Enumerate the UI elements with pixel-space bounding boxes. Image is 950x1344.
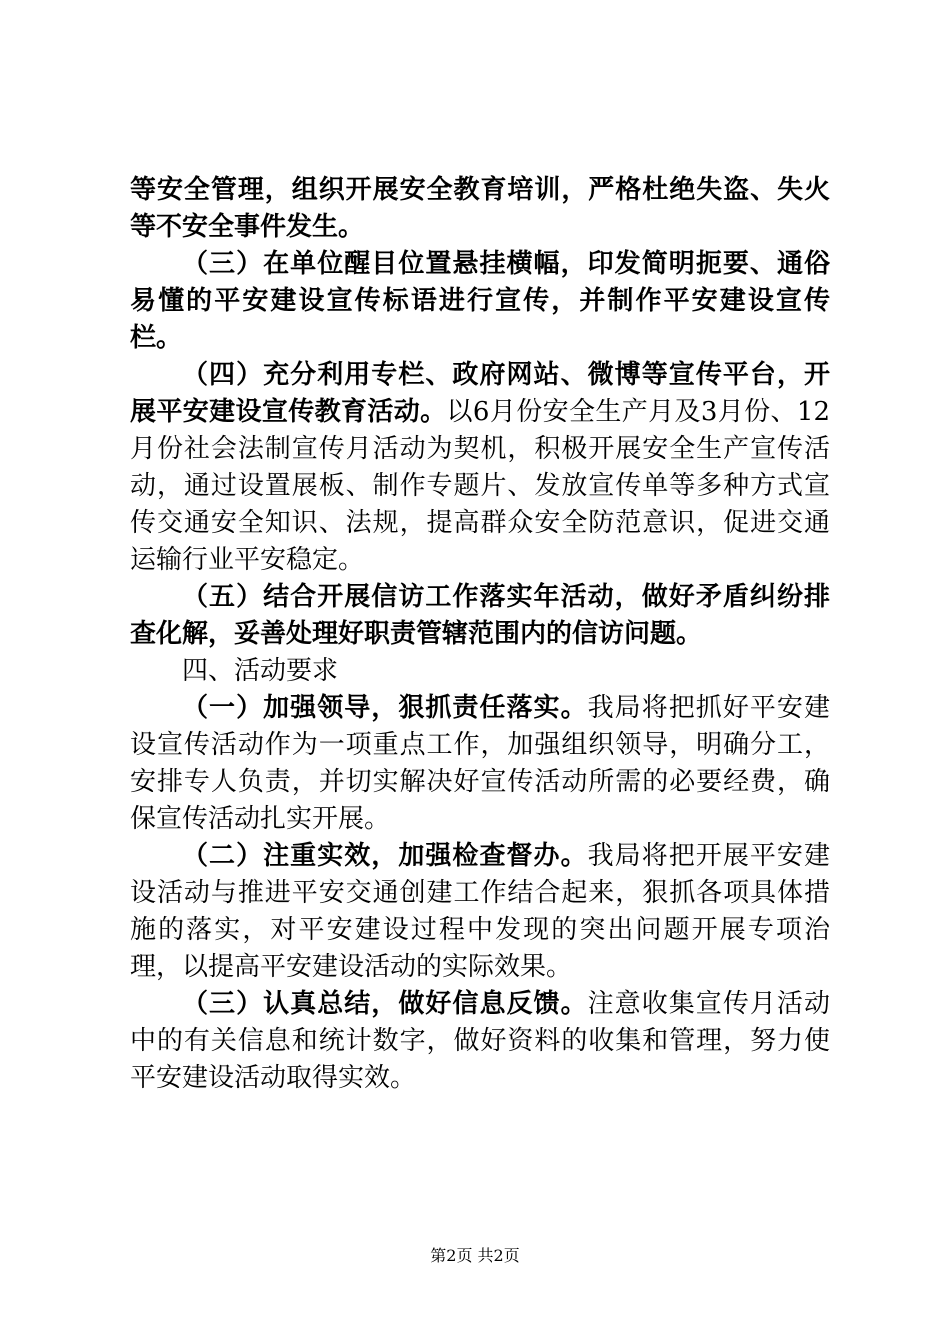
paragraph-4 [130, 579, 830, 653]
paragraph-1-bold: 等安全管理，组织开展安全教育培训，严格杜绝失盗、失火等不安全事件发生。 [130, 175, 830, 242]
paragraph-1 [130, 172, 830, 246]
paragraph-7-bold: （二）注重实效，加强检查督办。 [182, 841, 588, 871]
paragraph-7 [130, 838, 830, 986]
paragraph-7-text: 我局将把开展平安建设活动与推进平安交通创建工作结合起来，狠抓各项具体措施的落实，对平安建设过程中发现的突出问题开展专项治理，以提高平安建设活动的实际效果。 [130, 841, 830, 982]
paragraph-2 [130, 246, 830, 357]
paragraph-8 [130, 986, 830, 1097]
paragraph-6 [130, 690, 830, 838]
page-footer: 第2页 共2页 [430, 1246, 520, 1265]
paragraph-8-bold: （三）认真总结，做好信息反馈。 [182, 989, 588, 1019]
paragraph-8-text: 注意收集宣传月活动中的有关信息和统计数字，做好资料的收集和管理，努力使平安建设活动取得实效。 [130, 989, 830, 1093]
paragraph-2-bold: （三）在单位醒目位置悬挂横幅，印发简明扼要、通俗易懂的平安建设宣传标语进行宣传，并制作平安建设宣传栏。 [130, 249, 830, 353]
section-heading-text: 四、活动要求 [182, 656, 339, 686]
paragraph-6-bold: （一）加强领导，狠抓责任落实。 [182, 693, 588, 723]
paragraph-3-bold: （四）充分利用专栏、政府网站、微博等宣传平台，开展平安建设宣传教育活动。 [130, 360, 830, 427]
paragraph-4-bold: （五）结合开展信访工作落实年活动，做好矛盾纠纷排查化解，妥善处理好职责管辖范围内的信访问题。 [130, 582, 830, 649]
paragraph-6-text: 我局将把抓好平安建设宣传活动作为一项重点工作，加强组织领导，明确分工，安排专人负责，并切实解决好宣传活动所需的必要经费，确保宣传活动扎实开展。 [130, 693, 830, 834]
paragraph-3-text: 以6月份安全生产月及3月份、12月份社会法制宣传月活动为契机，积极开展安全生产宣传活动，通过设置展板、制作专题片、发放宣传单等多种方式宣传交通安全知识、法规，提高群众安全防范意识，促进交通运输行业平安稳定。 [130, 397, 830, 575]
section-heading [130, 653, 830, 690]
document-body [130, 172, 830, 1097]
paragraph-3 [130, 357, 830, 579]
